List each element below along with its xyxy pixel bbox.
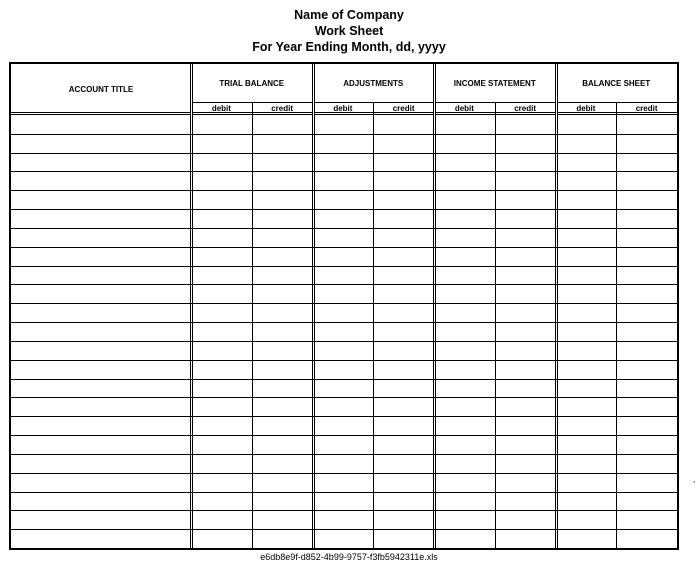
account-title-cell[interactable] — [11, 134, 191, 153]
account-title-cell[interactable] — [11, 379, 191, 398]
credit-cell[interactable] — [373, 473, 434, 492]
credit-cell[interactable] — [495, 303, 556, 322]
credit-cell[interactable] — [495, 209, 556, 228]
credit-cell[interactable] — [495, 510, 556, 529]
debit-cell[interactable] — [556, 115, 617, 134]
worksheet-table — [9, 62, 679, 550]
debit-cell[interactable] — [313, 341, 374, 360]
account-title-cell[interactable] — [11, 397, 191, 416]
account-title-cell[interactable] — [11, 360, 191, 379]
credit-cell[interactable] — [252, 397, 313, 416]
credit-cell[interactable] — [252, 266, 313, 285]
credit-cell[interactable] — [616, 134, 677, 153]
debit-cell[interactable] — [191, 379, 252, 398]
debit-cell[interactable] — [313, 379, 374, 398]
debit-cell[interactable] — [434, 416, 495, 435]
debit-cell[interactable] — [434, 341, 495, 360]
account-title-cell[interactable] — [11, 228, 191, 247]
credit-cell[interactable] — [495, 397, 556, 416]
credit-cell[interactable] — [616, 435, 677, 454]
debit-cell[interactable] — [313, 303, 374, 322]
credit-cell[interactable] — [495, 247, 556, 266]
credit-cell[interactable] — [373, 284, 434, 303]
debit-cell[interactable] — [556, 266, 617, 285]
debit-cell[interactable] — [191, 228, 252, 247]
credit-cell[interactable] — [495, 190, 556, 209]
debit-cell[interactable] — [191, 153, 252, 172]
debit-cell[interactable] — [434, 266, 495, 285]
credit-cell[interactable] — [616, 190, 677, 209]
account-title-cell[interactable] — [11, 153, 191, 172]
debit-subheader: debit — [191, 102, 252, 113]
debit-cell[interactable] — [191, 473, 252, 492]
debit-cell[interactable] — [313, 510, 374, 529]
debit-cell[interactable] — [434, 190, 495, 209]
debit-cell[interactable] — [434, 322, 495, 341]
debit-cell[interactable] — [191, 322, 252, 341]
credit-cell[interactable] — [373, 171, 434, 190]
debit-cell[interactable] — [191, 454, 252, 473]
credit-cell[interactable] — [616, 284, 677, 303]
debit-cell[interactable] — [556, 190, 617, 209]
credit-cell[interactable] — [495, 341, 556, 360]
credit-cell[interactable] — [252, 341, 313, 360]
credit-cell[interactable] — [373, 492, 434, 511]
account-title-cell[interactable] — [11, 510, 191, 529]
credit-cell[interactable] — [252, 510, 313, 529]
credit-cell[interactable] — [495, 454, 556, 473]
debit-cell[interactable] — [556, 435, 617, 454]
credit-cell[interactable] — [616, 454, 677, 473]
debit-cell[interactable] — [191, 492, 252, 511]
account-title-cell[interactable] — [11, 529, 191, 548]
credit-cell[interactable] — [252, 473, 313, 492]
credit-cell[interactable] — [495, 266, 556, 285]
debit-cell[interactable] — [556, 171, 617, 190]
debit-cell[interactable] — [556, 228, 617, 247]
debit-subheader: debit — [434, 102, 495, 113]
debit-cell[interactable] — [556, 247, 617, 266]
debit-cell[interactable] — [434, 303, 495, 322]
debit-cell[interactable] — [313, 209, 374, 228]
debit-cell[interactable] — [434, 171, 495, 190]
debit-cell[interactable] — [556, 529, 617, 548]
credit-cell[interactable] — [252, 115, 313, 134]
debit-cell[interactable] — [434, 397, 495, 416]
debit-cell[interactable] — [191, 171, 252, 190]
group-header-2: ADJUSTMENTS — [343, 78, 404, 88]
credit-cell[interactable] — [616, 303, 677, 322]
debit-cell[interactable] — [556, 341, 617, 360]
debit-cell[interactable] — [434, 115, 495, 134]
debit-cell[interactable] — [313, 284, 374, 303]
debit-cell[interactable] — [313, 435, 374, 454]
credit-cell[interactable] — [373, 510, 434, 529]
debit-cell[interactable] — [313, 529, 374, 548]
debit-cell[interactable] — [313, 397, 374, 416]
credit-cell[interactable] — [495, 492, 556, 511]
credit-cell[interactable] — [373, 209, 434, 228]
credit-cell[interactable] — [373, 379, 434, 398]
credit-cell[interactable] — [495, 134, 556, 153]
debit-cell[interactable] — [313, 473, 374, 492]
credit-cell[interactable] — [616, 247, 677, 266]
credit-cell[interactable] — [373, 341, 434, 360]
debit-cell[interactable] — [313, 134, 374, 153]
credit-cell[interactable] — [252, 529, 313, 548]
credit-cell[interactable] — [616, 228, 677, 247]
credit-cell[interactable] — [616, 416, 677, 435]
credit-cell[interactable] — [373, 416, 434, 435]
debit-cell[interactable] — [313, 153, 374, 172]
debit-cell[interactable] — [434, 473, 495, 492]
credit-cell[interactable] — [373, 228, 434, 247]
debit-cell[interactable] — [313, 190, 374, 209]
debit-cell[interactable] — [191, 190, 252, 209]
credit-cell[interactable] — [252, 247, 313, 266]
credit-cell[interactable] — [495, 416, 556, 435]
credit-cell[interactable] — [252, 416, 313, 435]
credit-cell[interactable] — [373, 115, 434, 134]
debit-cell[interactable] — [434, 454, 495, 473]
debit-cell[interactable] — [191, 435, 252, 454]
credit-cell[interactable] — [616, 341, 677, 360]
debit-cell[interactable] — [191, 115, 252, 134]
credit-cell[interactable] — [373, 134, 434, 153]
debit-cell[interactable] — [313, 247, 374, 266]
credit-cell[interactable] — [495, 529, 556, 548]
debit-subheader: debit — [313, 102, 374, 113]
debit-cell[interactable] — [434, 492, 495, 511]
period-title: For Year Ending Month, dd, yyyy — [252, 40, 446, 54]
credit-cell[interactable] — [252, 171, 313, 190]
credit-subheader: credit — [495, 102, 556, 113]
debit-cell[interactable] — [191, 416, 252, 435]
debit-cell[interactable] — [313, 360, 374, 379]
debit-cell[interactable] — [313, 228, 374, 247]
credit-cell[interactable] — [373, 397, 434, 416]
debit-cell[interactable] — [191, 341, 252, 360]
debit-cell[interactable] — [313, 115, 374, 134]
debit-cell[interactable] — [191, 209, 252, 228]
credit-cell[interactable] — [373, 322, 434, 341]
account-title-cell[interactable] — [11, 266, 191, 285]
debit-cell[interactable] — [313, 266, 374, 285]
credit-cell[interactable] — [495, 473, 556, 492]
credit-cell[interactable] — [252, 492, 313, 511]
credit-cell[interactable] — [373, 454, 434, 473]
credit-cell[interactable] — [616, 209, 677, 228]
debit-cell[interactable] — [556, 284, 617, 303]
credit-cell[interactable] — [252, 435, 313, 454]
credit-cell[interactable] — [252, 190, 313, 209]
credit-cell[interactable] — [252, 454, 313, 473]
debit-cell[interactable] — [434, 134, 495, 153]
sheet-title: Work Sheet — [314, 24, 384, 38]
debit-cell[interactable] — [434, 209, 495, 228]
credit-cell[interactable] — [616, 322, 677, 341]
debit-cell[interactable] — [434, 360, 495, 379]
debit-cell[interactable] — [556, 209, 617, 228]
account-title-cell[interactable] — [11, 322, 191, 341]
group-header-3: INCOME STATEMENT — [453, 78, 536, 88]
account-title-header: ACCOUNT TITLE — [68, 85, 134, 94]
debit-cell[interactable] — [556, 134, 617, 153]
account-title-cell[interactable] — [11, 473, 191, 492]
debit-cell[interactable] — [313, 492, 374, 511]
debit-cell[interactable] — [556, 397, 617, 416]
account-title-cell[interactable] — [11, 341, 191, 360]
debit-cell[interactable] — [434, 435, 495, 454]
account-title-cell[interactable] — [11, 492, 191, 511]
credit-cell[interactable] — [495, 435, 556, 454]
credit-cell[interactable] — [616, 171, 677, 190]
debit-cell[interactable] — [556, 416, 617, 435]
account-title-cell[interactable] — [11, 209, 191, 228]
credit-cell[interactable] — [616, 153, 677, 172]
debit-cell[interactable] — [434, 510, 495, 529]
credit-cell[interactable] — [373, 153, 434, 172]
credit-cell[interactable] — [495, 322, 556, 341]
credit-cell[interactable] — [495, 115, 556, 134]
group-header-4: BALANCE SHEET — [582, 78, 651, 88]
debit-cell[interactable] — [434, 284, 495, 303]
debit-cell[interactable] — [556, 492, 617, 511]
debit-cell[interactable] — [556, 322, 617, 341]
debit-cell[interactable] — [191, 397, 252, 416]
credit-cell[interactable] — [495, 228, 556, 247]
debit-cell[interactable] — [191, 134, 252, 153]
credit-subheader: credit — [252, 102, 313, 113]
credit-cell[interactable] — [252, 228, 313, 247]
margin-mark: , — [693, 475, 696, 484]
credit-cell[interactable] — [495, 153, 556, 172]
debit-subheader: debit — [556, 102, 617, 113]
table-header — [11, 64, 677, 115]
credit-cell[interactable] — [373, 529, 434, 548]
debit-cell[interactable] — [191, 510, 252, 529]
credit-cell[interactable] — [373, 266, 434, 285]
debit-cell[interactable] — [434, 247, 495, 266]
credit-cell[interactable] — [373, 303, 434, 322]
credit-cell[interactable] — [252, 360, 313, 379]
debit-cell[interactable] — [191, 266, 252, 285]
credit-cell[interactable] — [616, 397, 677, 416]
credit-cell[interactable] — [373, 360, 434, 379]
account-title-cell[interactable] — [11, 115, 191, 134]
credit-cell[interactable] — [495, 379, 556, 398]
credit-cell[interactable] — [252, 303, 313, 322]
credit-cell[interactable] — [252, 322, 313, 341]
debit-cell[interactable] — [191, 360, 252, 379]
company-name: Name of Company — [294, 8, 404, 22]
debit-cell[interactable] — [556, 510, 617, 529]
credit-cell[interactable] — [373, 247, 434, 266]
credit-cell[interactable] — [616, 510, 677, 529]
debit-cell[interactable] — [556, 153, 617, 172]
account-title-cell[interactable] — [11, 190, 191, 209]
account-title-cell[interactable] — [11, 303, 191, 322]
debit-cell[interactable] — [191, 529, 252, 548]
account-title-cell[interactable] — [11, 284, 191, 303]
credit-cell[interactable] — [373, 190, 434, 209]
debit-cell[interactable] — [556, 379, 617, 398]
credit-cell[interactable] — [616, 529, 677, 548]
footer-filename: e6db8e9f-d852-4b99-9757-f3fb5942311e.xls — [260, 552, 438, 562]
credit-cell[interactable] — [495, 360, 556, 379]
credit-cell[interactable] — [495, 284, 556, 303]
debit-cell[interactable] — [434, 153, 495, 172]
debit-cell[interactable] — [313, 322, 374, 341]
account-title-cell[interactable] — [11, 435, 191, 454]
credit-subheader: credit — [616, 102, 677, 113]
credit-cell[interactable] — [616, 360, 677, 379]
group-header-1: TRIAL BALANCE — [219, 78, 285, 88]
credit-cell[interactable] — [616, 379, 677, 398]
credit-subheader: credit — [373, 102, 434, 113]
credit-cell[interactable] — [252, 153, 313, 172]
credit-cell[interactable] — [616, 492, 677, 511]
document-title-block — [0, 7, 698, 55]
credit-cell[interactable] — [616, 266, 677, 285]
debit-cell[interactable] — [191, 284, 252, 303]
credit-cell[interactable] — [252, 284, 313, 303]
debit-cell[interactable] — [434, 228, 495, 247]
credit-cell[interactable] — [252, 379, 313, 398]
debit-cell[interactable] — [556, 473, 617, 492]
account-title-cell[interactable] — [11, 416, 191, 435]
debit-cell[interactable] — [434, 529, 495, 548]
credit-cell[interactable] — [252, 209, 313, 228]
debit-cell[interactable] — [313, 171, 374, 190]
debit-cell[interactable] — [191, 303, 252, 322]
credit-cell[interactable] — [616, 473, 677, 492]
debit-cell[interactable] — [191, 247, 252, 266]
debit-cell[interactable] — [556, 303, 617, 322]
account-title-cell[interactable] — [11, 247, 191, 266]
debit-cell[interactable] — [556, 454, 617, 473]
debit-cell[interactable] — [313, 416, 374, 435]
debit-cell[interactable] — [313, 454, 374, 473]
credit-cell[interactable] — [373, 435, 434, 454]
account-title-cell[interactable] — [11, 454, 191, 473]
credit-cell[interactable] — [616, 115, 677, 134]
debit-cell[interactable] — [556, 360, 617, 379]
account-title-cell[interactable] — [11, 171, 191, 190]
debit-cell[interactable] — [434, 379, 495, 398]
credit-cell[interactable] — [252, 134, 313, 153]
credit-cell[interactable] — [495, 171, 556, 190]
